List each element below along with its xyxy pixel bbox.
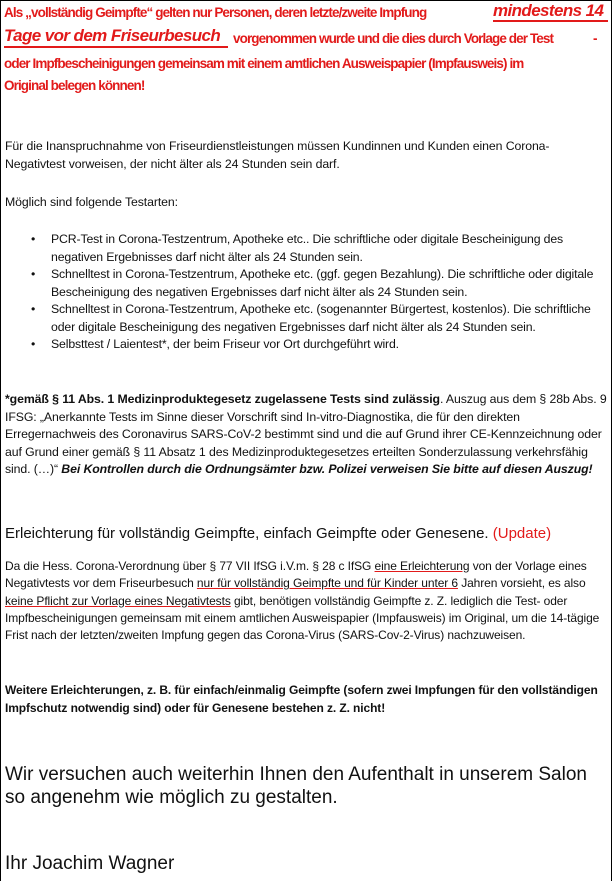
footnote-text: . Auszug aus dem § 28b Abs. 9 IFSG: „Anerkannte Tests im Sinne dieser Vorschrift sind In-vitro-Diagnostika, die für den direkten Erregernachweis des Coronavirus SARS-CoV-2 bestimmt sind und die auf Grund ihrer CE-Kennzeichnung oder auf Grund einer gemäß § 11 Absatz 1 des Medizinproduktegesetzes erteilten Sonderzulassung verkehrsfähig sind. (…)“ — [5, 392, 607, 476]
header-line-2-dash — [593, 31, 597, 46]
list-item — [31, 301, 606, 336]
bullet-icon: • — [31, 232, 36, 246]
list-item-text: Selbsttest / Laientest*, der beim Friseur vor Ort durchgeführt wird. — [51, 337, 399, 351]
header-line-2 — [233, 31, 553, 46]
header-line-3 — [4, 56, 523, 71]
header-dash: - — [593, 31, 597, 46]
relief-text-2: von der Vorlage eines Negativtests vor dem Friseurbesuch — [5, 559, 587, 591]
further-reliefs-paragraph: Weitere Erleichterungen, z. B. für einfach/einmalig Geimpfte (sofern zwei Impfungen für den vollständigen Impfschutz notwendig sind) oder für Genesene bestehen z. Z. nicht! — [5, 683, 598, 715]
list-item-text: Schnelltest in Corona-Testzentrum, Apotheke etc. (ggf. gegen Bezahlung). Die schriftliche oder digitale Bescheinigung des negativen Ergebnisses darf nicht älter als 24 Stunden sein. — [51, 267, 594, 299]
header-line-1 — [4, 5, 426, 20]
relief-title-text: Erleichterung für vollständig Geimpfte, einfach Geimpfte oder Genesene. — [5, 525, 493, 542]
list-item — [31, 336, 606, 354]
bullet-icon: • — [31, 302, 36, 316]
relief-paragraph — [5, 558, 607, 644]
bullet-icon: • — [31, 337, 36, 351]
relief-underlined-2: nur für vollständig Geimpfte und für Kinder unter 6 — [196, 576, 458, 591]
header-underline-1 — [493, 20, 608, 22]
list-item-text: Schnelltest in Corona-Testzentrum, Apotheke etc. (sogenannter Bürgertest, kostenlos). Die schriftliche oder digitale Bescheinigung des negativen Ergebnisses darf nicht älter als 24 Stunden sein. — [51, 302, 591, 334]
relief-text-4: gibt, benötigen vollständig Geimpfte z. Z. lediglich die Test- oder Impfbescheinigungen gemeinsam mit einem amtlichen Ausweispapier (Impfausweis) im Original, um die 14-tägige Frist nach der letzten/zweiten Impfung gegen das Corona-Virus (SARS-Cov-2-Virus) nachzuweisen. — [5, 593, 600, 643]
list-item-text: PCR-Test in Corona-Testzentrum, Apotheke etc.. Die schriftliche oder digitale Bescheinigung des negativen Ergebnisses darf nicht älter als 24 Stunden sein. — [51, 232, 564, 264]
header-line-3-text: oder Impfbescheinigungen gemeinsam mit einem amtlichen Ausweispapier (Impfausweis) im — [4, 56, 524, 71]
closing-statement: Wir versuchen auch weiterhin Ihnen den Aufenthalt in unserem Salon so angenehm wie möglich zu gestalten. — [5, 764, 587, 808]
footnote-bold-italic: Bei Kontrollen durch die Ordnungsämter bzw. Polizei verweisen Sie bitte auf diesen Auszug! — [61, 462, 593, 476]
update-badge: (Update) — [492, 525, 552, 542]
intro-paragraph: Für die Inanspruchnahme von Friseurdienstleistungen müssen Kundinnen und Kunden einen Corona-Negativtest vorweisen, der nicht älter als 24 Stunden sein darf. — [5, 139, 550, 171]
header-emphasis-days — [493, 1, 603, 21]
footnote-bold: *gemäß § 11 Abs. 1 Medizinproduktegesetz zugelassene Tests sind zulässig — [5, 392, 440, 406]
header-underline-2 — [4, 46, 228, 48]
header-line-2-text: vorgenommen wurde und die dies durch Vorlage der Test — [233, 31, 554, 46]
header-line-1-emphasis: mindestens 14 — [493, 1, 604, 20]
relief-text-3: Jahren vorsieht, es also — [457, 576, 586, 591]
header-line-2-emphasis — [4, 26, 220, 46]
header-emphasis-visit: Tage vor dem Friseurbesuch — [4, 26, 221, 45]
header-line-4-text: Original belegen können! — [4, 78, 145, 93]
header-line-4 — [4, 78, 144, 93]
bullet-icon: • — [31, 267, 36, 281]
list-item — [31, 266, 606, 301]
relief-title — [5, 525, 551, 542]
list-item — [31, 231, 606, 266]
test-types-list — [31, 231, 606, 354]
relief-underlined-3: keine Pflicht zur Vorlage eines Negativtests — [5, 593, 231, 608]
relief-text-1: Da die Hess. Corona-Verordnung über § 77 VII IfSG i.V.m. § 28 c IfSG — [5, 559, 375, 573]
signature: Ihr Joachim Wagner — [5, 853, 175, 874]
test-types-heading: Möglich sind folgende Testarten: — [5, 195, 178, 209]
footnote-paragraph — [5, 391, 607, 479]
header-line-1-text: Als „vollständig Geimpfte“ gelten nur Personen, deren letzte/zweite Impfung — [4, 5, 427, 20]
relief-underlined-1: eine Erleichterung — [374, 559, 470, 573]
